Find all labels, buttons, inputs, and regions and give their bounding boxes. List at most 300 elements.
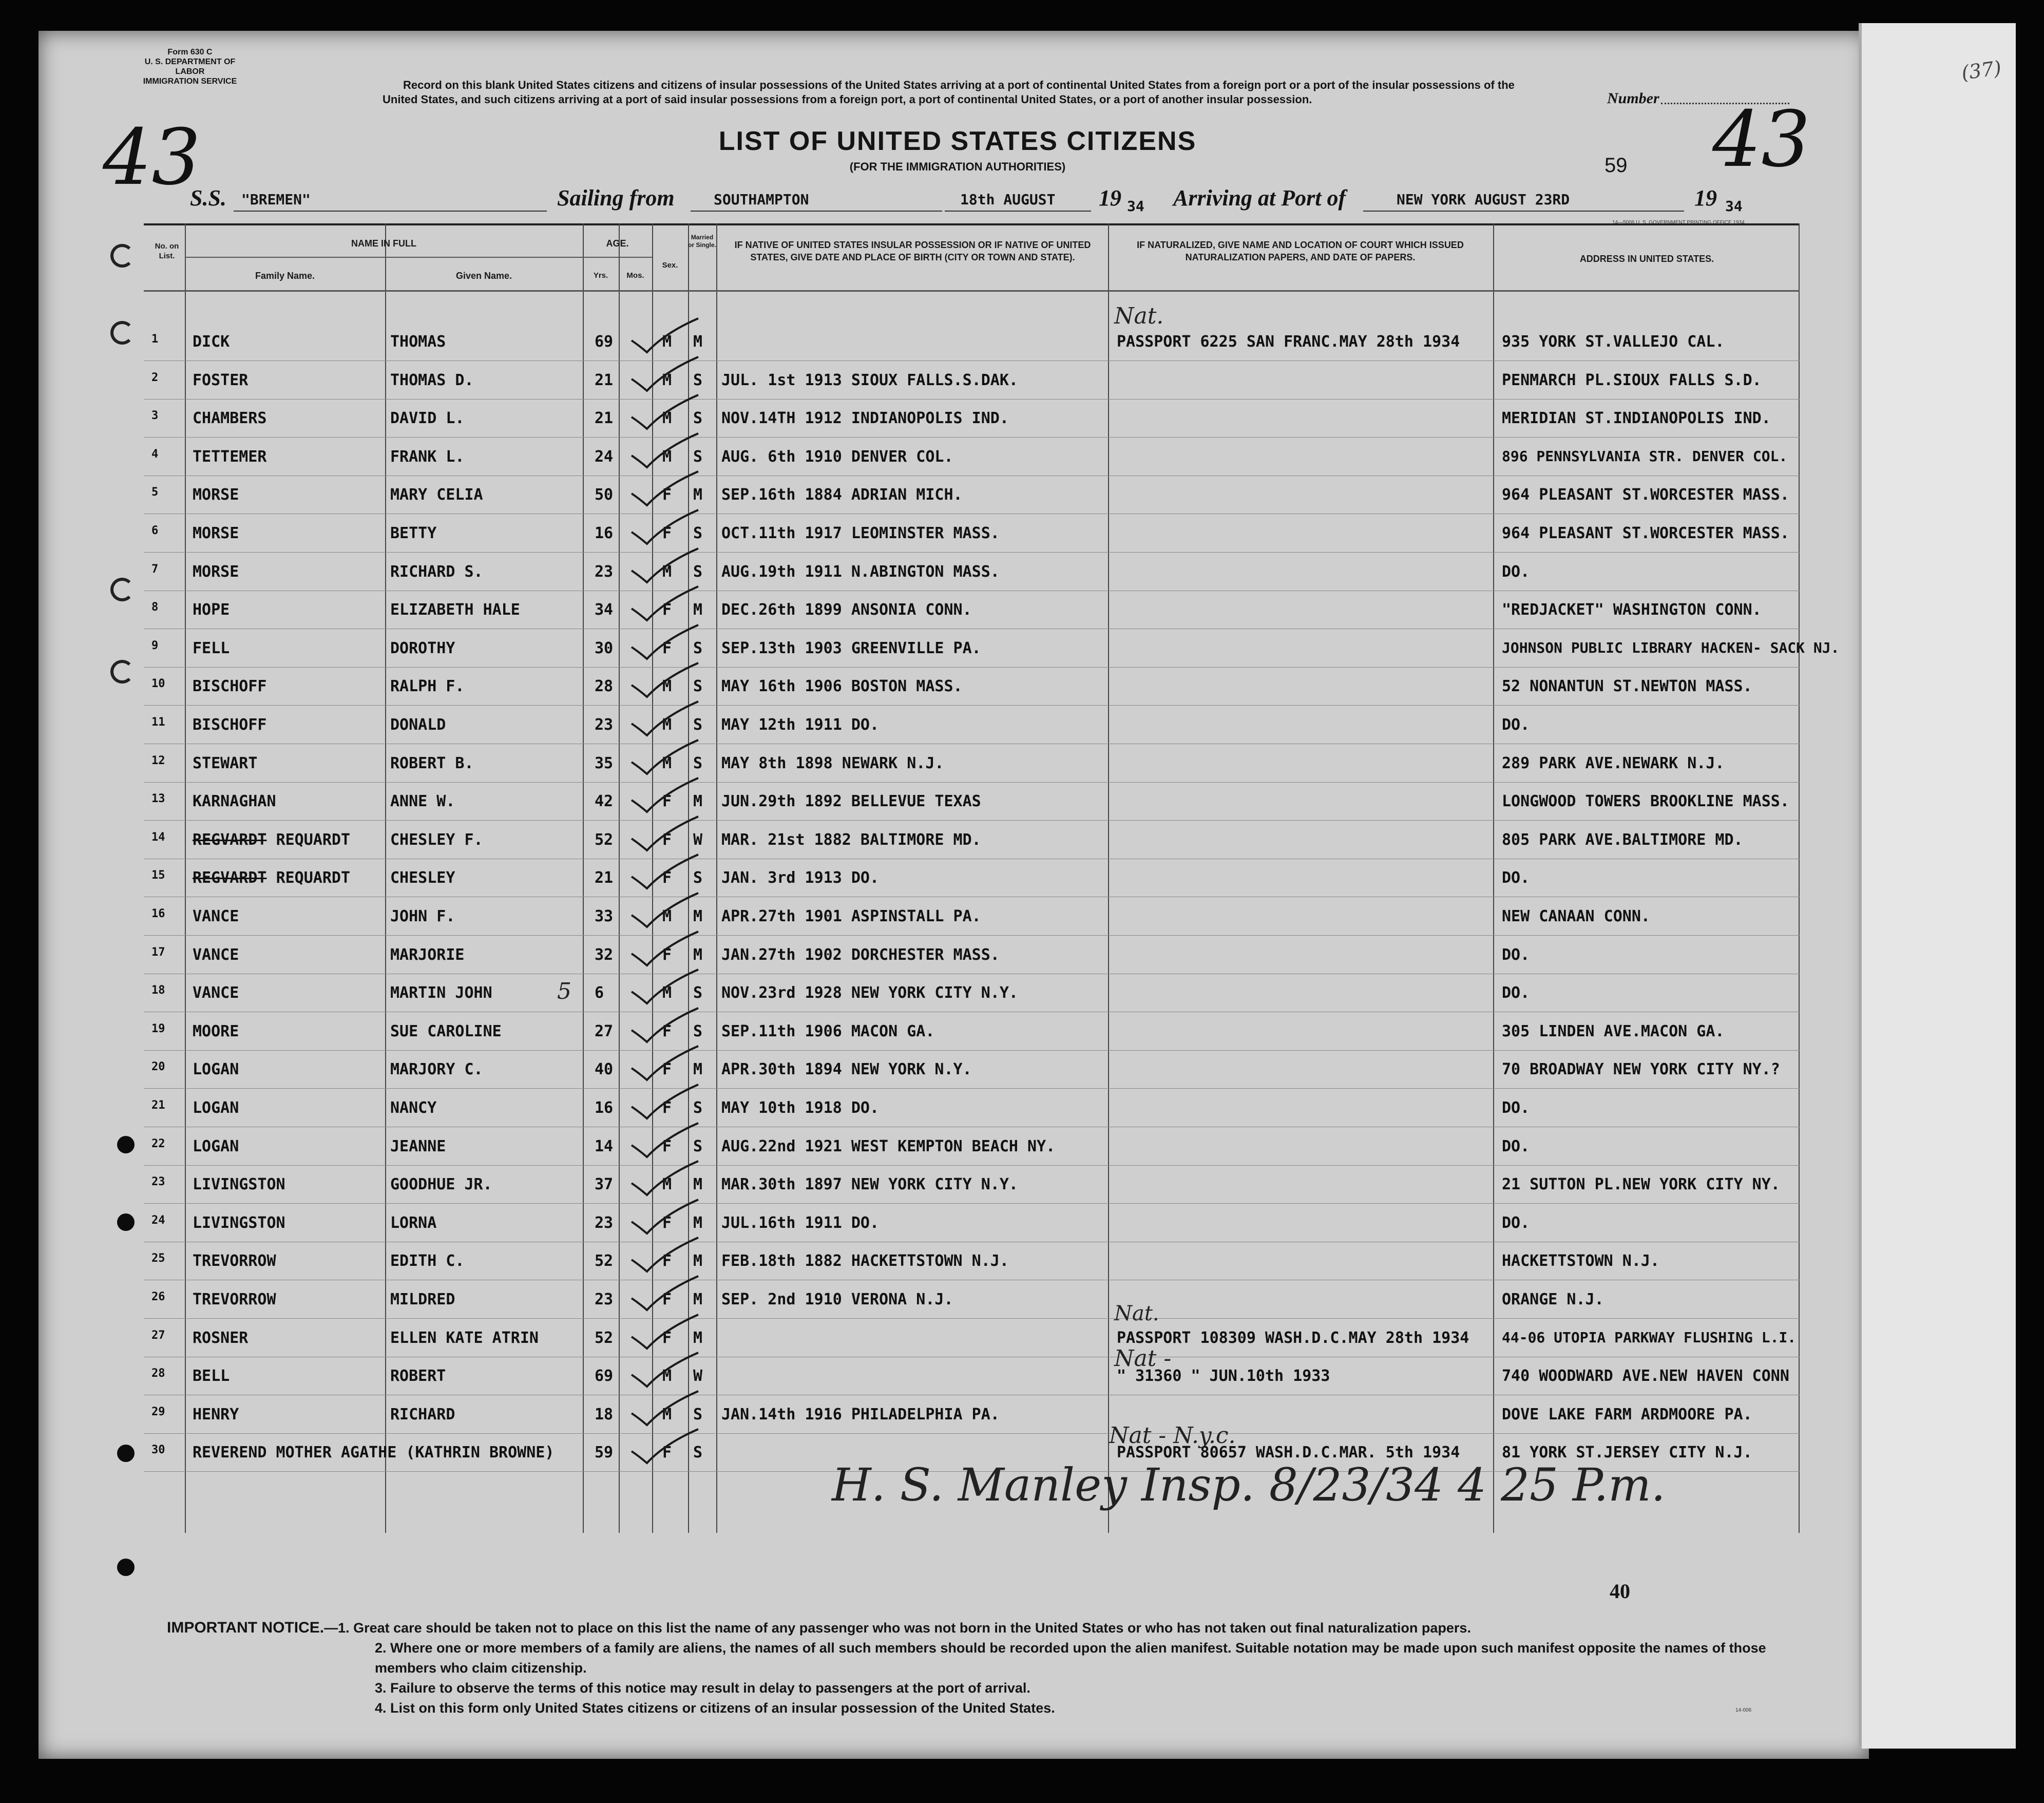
marital-status: M bbox=[693, 333, 703, 351]
us-address: ORANGE N.J. bbox=[1502, 1290, 1604, 1308]
sex: F bbox=[662, 792, 672, 811]
birth-date-place: JAN.14th 1916 PHILADELPHIA PA. bbox=[721, 1405, 1000, 1424]
family-name: KARNAGHAN bbox=[193, 792, 276, 811]
table-row bbox=[144, 821, 1800, 859]
given-name: ELIZABETH HALE bbox=[390, 601, 520, 619]
table-row bbox=[144, 897, 1800, 936]
marital-status: S bbox=[693, 524, 703, 542]
family-name: BELL bbox=[193, 1367, 230, 1386]
us-address: DO. bbox=[1502, 984, 1530, 1002]
age-years: 52 bbox=[595, 1252, 614, 1270]
sex: M bbox=[662, 447, 672, 466]
row-number: 27 bbox=[151, 1328, 165, 1342]
given-name: ELLEN KATE ATRIN bbox=[390, 1328, 539, 1347]
us-address: PENMARCH PL.SIOUX FALLS S.D. bbox=[1502, 371, 1762, 389]
family-name: CHAMBERS bbox=[193, 409, 267, 428]
given-name: RICHARD S. bbox=[390, 562, 483, 581]
check-mark bbox=[626, 662, 703, 703]
col-given: Given Name. bbox=[455, 271, 512, 281]
us-address: "REDJACKET" WASHINGTON CONN. bbox=[1502, 601, 1762, 619]
row-number: 21 bbox=[151, 1099, 165, 1112]
handwritten-list-number-left: 43 bbox=[103, 113, 201, 202]
family-name: TETTEMER bbox=[193, 447, 267, 466]
col-mos: Mos. bbox=[626, 271, 644, 280]
table-row bbox=[144, 399, 1800, 438]
table-row bbox=[144, 1357, 1800, 1395]
table-row bbox=[144, 591, 1800, 629]
check-mark bbox=[626, 470, 703, 511]
family-name-corrected: REQUARDT bbox=[276, 869, 351, 887]
birth-date-place: APR.30th 1894 NEW YORK N.Y. bbox=[721, 1060, 972, 1079]
family-name: REVEREND MOTHER AGATHE (KATHRIN BROWNE) bbox=[193, 1444, 555, 1462]
family-name: BISCHOFF bbox=[193, 716, 267, 734]
check-mark bbox=[626, 815, 703, 857]
page-subtitle: (FOR THE IMMIGRATION AUTHORITIES) bbox=[849, 160, 1066, 173]
birth-date-place: AUG.19th 1911 N.ABINGTON MASS. bbox=[721, 562, 1000, 581]
birth-date-place: MAR. 21st 1882 BALTIMORE MD. bbox=[721, 830, 981, 849]
year-prefix: 19 bbox=[1694, 185, 1717, 211]
naturalization: PASSPORT 80657 WASH.D.C.MAR. 5th 1934 bbox=[1117, 1444, 1460, 1462]
row-number: 17 bbox=[151, 945, 165, 959]
table-row bbox=[144, 974, 1800, 1012]
row-number: 8 bbox=[151, 601, 159, 614]
row-number: 2 bbox=[151, 371, 159, 384]
marital-status: M bbox=[693, 1328, 703, 1347]
naturalization: PASSPORT 108309 WASH.D.C.MAY 28th 1934 bbox=[1117, 1328, 1469, 1347]
us-address: HACKETTSTOWN N.J. bbox=[1502, 1252, 1660, 1270]
marital-status: S bbox=[693, 1405, 703, 1424]
us-address: LONGWOOD TOWERS BROOKLINE MASS. bbox=[1502, 792, 1789, 811]
age-years: 37 bbox=[595, 1175, 614, 1194]
sex: M bbox=[662, 907, 672, 925]
check-mark bbox=[626, 931, 703, 972]
check-mark bbox=[626, 892, 703, 933]
family-name: LOGAN bbox=[193, 1137, 239, 1155]
given-name: JOHN F. bbox=[390, 907, 455, 925]
age-years: 34 bbox=[595, 601, 614, 619]
sailing-port: SOUTHAMPTON bbox=[714, 191, 809, 208]
marital-status: M bbox=[693, 1060, 703, 1079]
family-name: ROSNER bbox=[193, 1328, 249, 1347]
given-name: GOODHUE JR. bbox=[390, 1175, 492, 1194]
row-number: 24 bbox=[151, 1213, 165, 1227]
row-number: 30 bbox=[151, 1444, 165, 1457]
header-instructions: Record on this blank United States citizens and citizens of insular possessions of the United States arriving at a port of continental United States from a foreign port or a port of the insular possessions of the United States, and such citizens arriving at a port of said insular possessions from a foreign port, a port of continental United States, or a port of another insular possession. bbox=[383, 79, 1515, 106]
marital-status: M bbox=[693, 486, 703, 504]
table-row bbox=[144, 1204, 1800, 1242]
age-years: 69 bbox=[595, 333, 614, 351]
check-mark bbox=[626, 624, 703, 665]
table-row bbox=[144, 553, 1800, 591]
given-name: FRANK L. bbox=[390, 447, 465, 466]
given-name: RALPH F. bbox=[390, 677, 465, 696]
sex: F bbox=[662, 1137, 672, 1155]
binder-hole bbox=[117, 1559, 135, 1576]
handwritten-nat-30: Nat - N.y.c. bbox=[1109, 1422, 1236, 1449]
us-address: 740 WOODWARD AVE.NEW HAVEN CONN bbox=[1502, 1367, 1789, 1386]
sex: F bbox=[662, 1060, 672, 1079]
binder-hole bbox=[110, 578, 134, 601]
given-name: MARJORIE bbox=[390, 945, 465, 964]
check-mark bbox=[626, 700, 703, 742]
printing-note: 14—5006 U. S. GOVERNMENT PRINTING OFFICE 1934 bbox=[1612, 220, 1745, 225]
marital-status: S bbox=[693, 409, 703, 428]
col-address: ADDRESS IN UNITED STATES. bbox=[1579, 254, 1714, 264]
notice-item-4: 4. List on this form only United States citizens or citizens of an insular possession of the United States. bbox=[375, 1700, 1055, 1716]
marital-status: S bbox=[693, 1099, 703, 1117]
adjacent-page-edge bbox=[1859, 23, 2016, 1749]
given-name: NANCY bbox=[390, 1099, 437, 1117]
check-mark bbox=[626, 1275, 703, 1316]
col-name-in-full: NAME IN FULL bbox=[351, 238, 416, 249]
table-row bbox=[144, 514, 1800, 553]
table-row bbox=[144, 1280, 1800, 1319]
given-name: THOMAS D. bbox=[390, 371, 474, 389]
marital-status: S bbox=[693, 1137, 703, 1155]
check-mark bbox=[626, 1199, 703, 1240]
given-name: LORNA bbox=[390, 1213, 437, 1232]
binder-hole bbox=[110, 321, 134, 345]
us-address: DO. bbox=[1502, 1137, 1530, 1155]
table-row bbox=[144, 1050, 1800, 1089]
check-mark bbox=[626, 1314, 703, 1355]
age-years: 14 bbox=[595, 1137, 614, 1155]
row-number: 26 bbox=[151, 1290, 165, 1303]
year-prefix: 19 bbox=[1099, 185, 1121, 211]
marital-status: M bbox=[693, 945, 703, 964]
us-address: DO. bbox=[1502, 869, 1530, 887]
birth-date-place: MAY 16th 1906 BOSTON MASS. bbox=[721, 677, 963, 696]
us-address: DO. bbox=[1502, 562, 1530, 581]
table-row bbox=[144, 438, 1800, 476]
table-row bbox=[144, 629, 1840, 668]
birth-date-place: APR.27th 1901 ASPINSTALL PA. bbox=[721, 907, 981, 925]
birth-date-place: NOV.14TH 1912 INDIANOPOLIS IND. bbox=[721, 409, 1009, 428]
marital-status: S bbox=[693, 639, 703, 657]
row-number: 4 bbox=[151, 447, 159, 461]
check-mark bbox=[626, 585, 703, 627]
family-name: VANCE bbox=[193, 984, 239, 1002]
check-mark bbox=[626, 1084, 703, 1125]
us-address: 52 NONANTUN ST.NEWTON MASS. bbox=[1502, 677, 1752, 696]
family-name: LOGAN bbox=[193, 1099, 239, 1117]
age-years: 24 bbox=[595, 447, 614, 466]
age-years: 16 bbox=[595, 524, 614, 542]
age-years: 59 bbox=[595, 1444, 614, 1462]
row-number: 23 bbox=[151, 1175, 165, 1189]
notice-code: 14-006 bbox=[1735, 1707, 1752, 1713]
binder-hole bbox=[110, 244, 134, 268]
family-name-corrected: REQUARDT bbox=[276, 830, 351, 849]
family-name: TREVORROW bbox=[193, 1252, 276, 1270]
birth-date-place: JUN.29th 1892 BELLEVUE TEXAS bbox=[721, 792, 981, 811]
age-years: 32 bbox=[595, 945, 614, 964]
check-mark bbox=[626, 394, 703, 435]
given-name: DONALD bbox=[390, 716, 446, 734]
col-birth: IF NATIVE OF UNITED STATES INSULAR POSSESSION OR IF NATIVE OF UNITED STATES, GIVE DATE AND PLACE OF BIRTH (CITY OR TOWN AND STATE). bbox=[734, 240, 1091, 262]
sex: F bbox=[662, 1444, 672, 1462]
sex: F bbox=[662, 1022, 672, 1040]
us-address: MERIDIAN ST.INDIANOPOLIS IND. bbox=[1502, 409, 1771, 428]
row-number: 22 bbox=[151, 1137, 165, 1150]
form-number: Form 630 C bbox=[167, 48, 213, 56]
family-name: HENRY bbox=[193, 1405, 239, 1424]
age-years: 30 bbox=[595, 639, 614, 657]
marital-status: S bbox=[693, 984, 703, 1002]
birth-date-place: JUL. 1st 1913 SIOUX FALLS.S.DAK. bbox=[721, 371, 1018, 389]
handwritten-age-mark: 5 bbox=[557, 978, 571, 1004]
birth-date-place: FEB.18th 1882 HACKETTSTOWN N.J. bbox=[721, 1252, 1009, 1270]
family-name: LIVINGSTON bbox=[193, 1213, 285, 1232]
given-name: RICHARD bbox=[390, 1405, 455, 1424]
row-number: 25 bbox=[151, 1252, 165, 1265]
marital-status: S bbox=[693, 754, 703, 772]
binder-hole bbox=[117, 1136, 135, 1153]
us-address: 964 PLEASANT ST.WORCESTER MASS. bbox=[1502, 524, 1789, 542]
marital-status: W bbox=[693, 830, 703, 849]
rule bbox=[1363, 211, 1684, 212]
sex: M bbox=[662, 677, 672, 696]
given-name: MILDRED bbox=[390, 1290, 455, 1308]
department: U. S. DEPARTMENT OF LABOR bbox=[144, 58, 236, 76]
table-row bbox=[144, 1395, 1800, 1434]
check-mark bbox=[626, 547, 703, 589]
birth-date-place: JAN. 3rd 1913 DO. bbox=[721, 869, 880, 887]
col-age: AGE. bbox=[606, 238, 629, 249]
table-row bbox=[144, 1127, 1800, 1166]
marital-status: S bbox=[693, 1444, 703, 1462]
given-name: MARY CELIA bbox=[390, 486, 483, 504]
important-notice: IMPORTANT NOTICE.—1. Great care should be taken not to place on this list the name of any passenger who was not born in the United States or who has not taken out final naturalization papers. 2. Where one or more members of a family are aliens, the names of all such members should be recorded upon the alien manifest. Suitable notation may be made upon such manifest opposite the names of those members who claim citizenship. 3. Failure to observe the terms of this notice may result in delay to passengers at the port of arrival. 4. List on this form only United States citizens or citizens of an insular possession of the United States. bbox=[167, 1618, 1810, 1718]
family-name: FOSTER bbox=[193, 371, 249, 389]
check-mark bbox=[626, 777, 703, 818]
age-years: 40 bbox=[595, 1060, 614, 1079]
sex: F bbox=[662, 524, 672, 542]
table-row bbox=[144, 1319, 1800, 1357]
row-number: 5 bbox=[151, 486, 159, 499]
marital-status: S bbox=[693, 1022, 703, 1040]
marital-status: S bbox=[693, 677, 703, 696]
age-years: 35 bbox=[595, 754, 614, 772]
check-mark bbox=[626, 1007, 703, 1048]
naturalization: PASSPORT 6225 SAN FRANC.MAY 28th 1934 bbox=[1117, 333, 1460, 351]
sailing-year: 34 bbox=[1127, 198, 1144, 215]
birth-date-place: SEP.16th 1884 ADRIAN MICH. bbox=[721, 486, 963, 504]
table-row bbox=[144, 1012, 1800, 1051]
family-name bbox=[193, 869, 350, 887]
col-no: No. on List. bbox=[155, 242, 179, 260]
inspector-signature: H. S. Manley Insp. 8/23/34 4 25 P.m. bbox=[832, 1458, 1666, 1511]
age-years: 21 bbox=[595, 371, 614, 389]
sex: M bbox=[662, 1405, 672, 1424]
age-years: 42 bbox=[595, 792, 614, 811]
table-row bbox=[144, 476, 1800, 514]
given-name: EDITH C. bbox=[390, 1252, 465, 1270]
check-mark bbox=[626, 1390, 703, 1431]
notice-item-3: 3. Failure to observe the terms of this notice may result in delay to passengers at the port of arrival. bbox=[375, 1680, 1030, 1696]
notice-lead: IMPORTANT NOTICE. bbox=[167, 1619, 324, 1636]
us-address: 896 PENNSYLVANIA STR. DENVER COL. bbox=[1502, 447, 1788, 465]
family-name: MORSE bbox=[193, 486, 239, 504]
given-name: MARJORY C. bbox=[390, 1060, 483, 1079]
rule bbox=[691, 211, 942, 212]
marital-status: S bbox=[693, 562, 703, 581]
sex: F bbox=[662, 1328, 672, 1347]
us-address: DO. bbox=[1502, 716, 1530, 734]
row-number: 16 bbox=[151, 907, 165, 920]
birth-date-place: MAY 10th 1918 DO. bbox=[721, 1099, 880, 1117]
naturalization: " 31360 " JUN.10th 1933 bbox=[1117, 1367, 1330, 1386]
sex: M bbox=[662, 1367, 672, 1386]
check-mark bbox=[626, 356, 703, 397]
age-years: 18 bbox=[595, 1405, 614, 1424]
row-number: 12 bbox=[151, 754, 165, 767]
sex: M bbox=[662, 562, 672, 581]
marital-status: W bbox=[693, 1367, 703, 1386]
row-number: 19 bbox=[151, 1022, 165, 1035]
birth-date-place: AUG. 6th 1910 DENVER COL. bbox=[721, 447, 953, 466]
family-name: MOORE bbox=[193, 1022, 239, 1040]
age-years: 27 bbox=[595, 1022, 614, 1040]
us-address: 44-06 UTOPIA PARKWAY FLUSHING L.I. bbox=[1502, 1328, 1797, 1346]
age-years: 23 bbox=[595, 562, 614, 581]
page-title: LIST OF UNITED STATES CITIZENS bbox=[718, 126, 1197, 156]
col-sex: Sex. bbox=[662, 261, 678, 270]
header-rule bbox=[583, 257, 652, 258]
sex: M bbox=[662, 984, 672, 1002]
row-number: 9 bbox=[151, 639, 159, 652]
marital-status: S bbox=[693, 869, 703, 887]
given-name: SUE CAROLINE bbox=[390, 1022, 502, 1040]
us-address: 21 SUTTON PL.NEW YORK CITY NY. bbox=[1502, 1175, 1780, 1194]
notice-item-2: 2. Where one or more members of a family are aliens, the names of all such members should be recorded upon the alien manifest. Suitable notation may be made upon such manifest opposite the names of those members who claim citizenship. bbox=[375, 1640, 1766, 1676]
family-name: HOPE bbox=[193, 601, 230, 619]
age-years: 52 bbox=[595, 830, 614, 849]
struck-family-name: REGVARDT bbox=[193, 830, 267, 849]
table-row bbox=[144, 322, 1800, 361]
age-years: 33 bbox=[595, 907, 614, 925]
table-row bbox=[144, 859, 1800, 897]
family-name: VANCE bbox=[193, 907, 239, 925]
row-number: 3 bbox=[151, 409, 159, 423]
sex: M bbox=[662, 333, 672, 351]
family-name bbox=[193, 831, 350, 849]
given-name: MARTIN JOHN bbox=[390, 984, 492, 1002]
sailing-label: Sailing from bbox=[557, 185, 675, 211]
table-row bbox=[144, 667, 1800, 706]
sex: F bbox=[662, 1252, 672, 1270]
birth-date-place: SEP.11th 1906 MACON GA. bbox=[721, 1022, 935, 1040]
marital-status: M bbox=[693, 1290, 703, 1308]
check-mark bbox=[626, 317, 703, 358]
table-row bbox=[144, 706, 1800, 744]
handwritten-nat-27: Nat. bbox=[1114, 1302, 1159, 1325]
sex: M bbox=[662, 754, 672, 772]
given-name: THOMAS bbox=[390, 333, 446, 351]
sex: F bbox=[662, 1290, 672, 1308]
us-address: NEW CANAAN CONN. bbox=[1502, 907, 1650, 925]
given-name: ANNE W. bbox=[390, 792, 455, 811]
handwritten-nat-28: Nat - bbox=[1114, 1345, 1172, 1372]
age-years: 16 bbox=[595, 1099, 614, 1117]
sailing-date: 18th AUGUST bbox=[960, 191, 1056, 208]
birth-date-place: JAN.27th 1902 DORCHESTER MASS. bbox=[721, 945, 1000, 964]
given-name: JEANNE bbox=[390, 1137, 446, 1155]
us-address: DO. bbox=[1502, 945, 1530, 964]
given-name: DOROTHY bbox=[390, 639, 455, 657]
sex: F bbox=[662, 1213, 672, 1232]
col-married: Married or Single. bbox=[688, 234, 716, 249]
sex: F bbox=[662, 1099, 672, 1117]
header-rule bbox=[185, 257, 583, 258]
birth-date-place: MAY 12th 1911 DO. bbox=[721, 716, 880, 734]
age-years: 23 bbox=[595, 1213, 614, 1232]
check-mark bbox=[626, 432, 703, 473]
marital-status: S bbox=[693, 371, 703, 389]
us-address: DO. bbox=[1502, 1213, 1530, 1232]
check-mark bbox=[626, 1428, 703, 1469]
given-name: CHESLEY bbox=[390, 869, 455, 887]
birth-date-place: DEC.26th 1899 ANSONIA CONN. bbox=[721, 601, 972, 619]
page-number: 40 bbox=[1610, 1580, 1630, 1603]
row-number: 10 bbox=[151, 677, 165, 691]
age-years: 23 bbox=[595, 1290, 614, 1308]
marital-status: M bbox=[693, 907, 703, 925]
sex: F bbox=[662, 830, 672, 849]
marital-status: M bbox=[693, 1252, 703, 1270]
col-family: Family Name. bbox=[255, 271, 315, 281]
family-name: DICK bbox=[193, 333, 230, 351]
check-mark bbox=[626, 1045, 703, 1086]
given-name: ROBERT B. bbox=[390, 754, 474, 772]
number-label: Number bbox=[1607, 90, 1659, 107]
page-code: 59 bbox=[1604, 154, 1628, 177]
family-name: LOGAN bbox=[193, 1060, 239, 1079]
sex: M bbox=[662, 716, 672, 734]
family-name: TREVORROW bbox=[193, 1290, 276, 1308]
notice-item-1: 1. Great care should be taken not to place on this list the name of any passenger who was not born in the United States or who has not taken out final naturalization papers. bbox=[338, 1620, 1471, 1636]
check-mark bbox=[626, 739, 703, 780]
given-name: CHESLEY F. bbox=[390, 830, 483, 849]
row-number: 6 bbox=[151, 524, 159, 537]
arrival-port-date: NEW YORK AUGUST 23RD bbox=[1397, 191, 1570, 208]
birth-date-place: MAY 8th 1898 NEWARK N.J. bbox=[721, 754, 944, 772]
check-mark bbox=[626, 1352, 703, 1393]
arrival-year: 34 bbox=[1725, 198, 1743, 215]
check-mark bbox=[626, 509, 703, 550]
header-bottom-rule bbox=[144, 290, 1800, 292]
row-number: 13 bbox=[151, 792, 165, 806]
binder-hole bbox=[117, 1445, 135, 1462]
rule bbox=[945, 211, 1091, 212]
us-address: 805 PARK AVE.BALTIMORE MD. bbox=[1502, 830, 1743, 849]
sex: M bbox=[662, 409, 672, 428]
age-years: 69 bbox=[595, 1367, 614, 1386]
us-address: DOVE LAKE FARM ARDMOORE PA. bbox=[1502, 1405, 1752, 1424]
age-years: 6 bbox=[595, 984, 604, 1002]
sex: F bbox=[662, 601, 672, 619]
sex: F bbox=[662, 869, 672, 887]
birth-date-place: AUG.22nd 1921 WEST KEMPTON BEACH NY. bbox=[721, 1137, 1056, 1155]
family-name: LIVINGSTON bbox=[193, 1175, 285, 1194]
table-row bbox=[144, 782, 1800, 821]
us-address: 81 YORK ST.JERSEY CITY N.J. bbox=[1502, 1444, 1752, 1462]
family-name: STEWART bbox=[193, 754, 258, 772]
age-years: 21 bbox=[595, 409, 614, 428]
marital-status: S bbox=[693, 447, 703, 466]
given-name: DAVID L. bbox=[390, 409, 465, 428]
marital-status: S bbox=[693, 716, 703, 734]
